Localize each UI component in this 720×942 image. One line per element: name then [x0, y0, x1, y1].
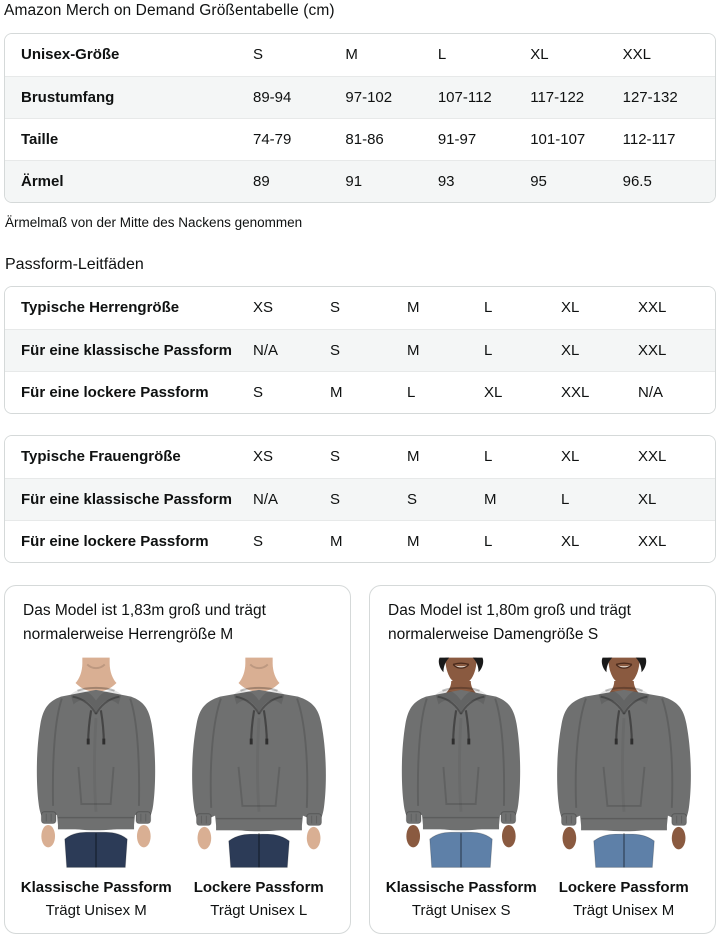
fit-caption: Lockere Passform: [558, 879, 689, 897]
wears-caption: Trägt Unisex M: [45, 902, 147, 920]
size-cell: 89: [253, 172, 270, 190]
size-cell: XL: [484, 383, 503, 401]
size-cell: S: [253, 532, 264, 550]
table-row-loose-fit: [5, 520, 715, 562]
male-model-card: [4, 585, 351, 934]
size-cell: 127-132: [622, 88, 678, 106]
table-row-chest: [5, 76, 715, 118]
column-header-size: XL: [530, 46, 549, 63]
size-cell: XXL: [638, 448, 667, 465]
column-header-size: S: [253, 46, 264, 63]
size-cell: M: [407, 448, 420, 465]
row-label: Für eine klassische Passform: [21, 341, 232, 359]
model-photo-classic-fit: [381, 655, 541, 870]
size-cell: 101-107: [530, 130, 586, 148]
model-photos: [15, 655, 340, 919]
model-description: Das Model ist 1,80m groß und trägt normalerweise Damengröße S: [388, 602, 631, 644]
size-cell: L: [407, 383, 416, 401]
size-cell: S: [330, 490, 341, 508]
size-cell: N/A: [253, 341, 279, 359]
size-cell: 107-112: [437, 88, 492, 106]
womens-fit-guide-table: [4, 435, 716, 563]
female-model-card: [369, 585, 716, 934]
model-description: Das Model ist 1,83m groß und trägt normalerweise Herrengröße M: [23, 602, 266, 644]
size-cell: N/A: [253, 490, 279, 508]
size-cell: N/A: [638, 383, 664, 401]
row-label: Typische Herrengröße: [21, 299, 180, 316]
size-cell: S: [330, 448, 341, 465]
size-cell: L: [561, 490, 570, 508]
row-label: Für eine lockere Passform: [21, 383, 209, 401]
size-cell: M: [407, 299, 420, 316]
size-cell: 97-102: [345, 88, 393, 106]
wears-caption: Trägt Unisex S: [411, 902, 511, 920]
size-cell: 89-94: [253, 88, 292, 106]
fit-caption: Klassische Passform: [385, 879, 537, 897]
size-cell: 91-97: [437, 130, 477, 148]
model-photo-loose-fit: [544, 655, 704, 870]
row-label: Für eine klassische Passform: [21, 490, 232, 508]
model-photo-loose-fit: [179, 655, 339, 870]
column-header-size: M: [345, 46, 358, 63]
wears-caption: Trägt Unisex M: [573, 902, 675, 920]
row-label: Taille: [21, 130, 59, 148]
size-cell: L: [484, 341, 493, 359]
fit-guides-heading: Passform-Leitfäden: [5, 256, 144, 273]
sleeve-measurement-note: Ärmelmaß von der Mitte des Nackens genommen: [5, 215, 303, 230]
size-cell: S: [330, 299, 341, 316]
column-header-unisex-size: Unisex-Größe: [21, 46, 120, 63]
size-cell: 95: [530, 172, 547, 190]
size-cell: XL: [561, 299, 580, 316]
column-header-size: XXL: [622, 46, 651, 63]
model-photo-classic-fit: [16, 655, 176, 870]
size-cell: 74-79: [253, 130, 292, 148]
photo-column-loose: [178, 655, 341, 919]
photo-column-classic: [380, 655, 543, 919]
size-cell: XL: [561, 448, 580, 465]
table-row-classic-fit: [5, 478, 715, 520]
table-row-classic-fit: [5, 329, 715, 371]
size-cell: S: [253, 383, 264, 401]
row-label: Typische Frauengröße: [21, 448, 181, 465]
model-cards: [4, 585, 716, 934]
size-cell: M: [484, 490, 497, 508]
size-cell: 112-117: [622, 130, 676, 148]
size-cell: XL: [561, 341, 580, 359]
fit-caption: Klassische Passform: [20, 879, 172, 897]
size-cell: 91: [345, 172, 363, 190]
size-cell: 93: [437, 172, 455, 190]
size-cell: 117-122: [530, 88, 585, 106]
row-label: Ärmel: [21, 172, 64, 190]
table-row-loose-fit: [5, 371, 715, 413]
size-cell: L: [484, 532, 493, 550]
table-row-waist: [5, 118, 715, 160]
size-cell: XXL: [561, 383, 590, 401]
size-cell: L: [484, 448, 493, 465]
size-cell: L: [484, 299, 493, 316]
size-cell: S: [330, 341, 341, 359]
unisex-size-table: [4, 33, 716, 203]
row-label: Brustumfang: [21, 88, 115, 106]
photo-column-loose: [543, 655, 706, 919]
wears-caption: Trägt Unisex L: [210, 902, 308, 920]
size-cell: XXL: [638, 341, 667, 359]
mens-fit-guide-table: [4, 286, 716, 414]
size-cell: S: [407, 490, 418, 508]
size-cell: XXL: [638, 532, 667, 550]
size-cell: XL: [638, 490, 657, 508]
row-label: Für eine lockere Passform: [21, 532, 209, 550]
fit-caption: Lockere Passform: [193, 879, 324, 897]
table-header-row: [5, 34, 715, 76]
size-cell: XL: [561, 532, 580, 550]
size-cell: XXL: [638, 299, 667, 316]
table-row-typical-womens-size: [5, 436, 715, 478]
size-cell: M: [407, 341, 420, 359]
size-cell: XS: [253, 299, 274, 316]
table-row-typical-mens-size: [5, 287, 715, 329]
model-photos: [380, 655, 705, 919]
table-row-sleeve: [5, 160, 715, 202]
page-title: Amazon Merch on Demand Größentabelle (cm): [4, 2, 335, 19]
size-cell: 96.5: [622, 172, 652, 190]
size-cell: M: [407, 532, 420, 550]
size-cell: M: [330, 383, 343, 401]
photo-column-classic: [15, 655, 178, 919]
column-header-size: L: [437, 46, 447, 63]
size-cell: M: [330, 532, 343, 550]
size-cell: 81-86: [345, 130, 384, 148]
size-cell: XS: [253, 448, 274, 465]
